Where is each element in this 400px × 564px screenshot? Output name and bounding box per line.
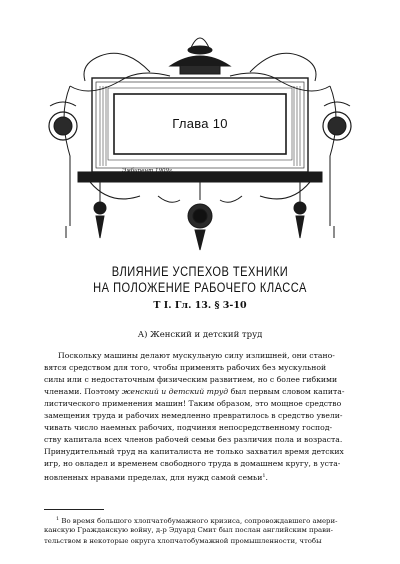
footnote-number: 1 — [56, 516, 60, 522]
body-line: вятся средством для того, чтобы применять рабочих без мускульной — [44, 363, 327, 372]
body-line: ству капитала всех членов рабочей семьи без различия пола и возраста. — [44, 435, 343, 444]
body-line: силы или с недостаточным физическим развитием, но с более гибкими — [44, 375, 338, 384]
body-line: замещения труда и рабочих немедленно превратилось в средство увели- — [44, 411, 343, 420]
body-text: новленных нравами пределах, для нужд самой семьи — [44, 473, 263, 482]
engraver-signature: Эмбипент 1909г. — [122, 168, 174, 174]
section-title: А) Женский и детский труд — [137, 330, 263, 340]
footnote-line: тельством в некоторые округа хлопчатобумажной промышленности, чтобы — [44, 537, 322, 545]
source-reference: Т I. Гл. 13. § 3-10 — [153, 300, 247, 311]
footnote-line: канскую Гражданскую войну, д-р Эдуард Смит был послан английским прави- — [44, 526, 333, 534]
body-line: Принудительный труд на капиталиста не только захватил время детских — [44, 447, 344, 456]
chapter-heading-line-2: НА ПОЛОЖЕНИЕ РАБОЧЕГО КЛАССА — [93, 280, 307, 295]
chapter-label: Глава 10 — [172, 116, 228, 131]
body-line: листического применения машин! Таким образом, это мощное средство — [44, 399, 342, 408]
footnote-text: Во время большого хлопчатобумажного кризиса, сопровождавшего амери- — [61, 517, 338, 525]
emphasis-text: женский и детский труд — [121, 387, 229, 396]
body-line: чивать число наемных рабочих, подчиняя непосредственному господ- — [44, 423, 333, 432]
body-line: игр, но овладел и временем свободного труда в домашнем кругу, в уста- — [44, 459, 341, 468]
body-text: был первым словом капита- — [228, 387, 345, 396]
chapter-heading-line-1: ВЛИЯНИЕ УСПЕХОВ ТЕХНИКИ — [111, 264, 289, 279]
body-line: новленных нравами пределах, для нужд самой семьи$^1$. — [44, 473, 268, 482]
footnote-divider — [44, 509, 104, 510]
body-line — [44, 386, 354, 398]
chapter-ornament-frame — [30, 6, 370, 256]
body-line: Поскольку машины делают мускульную силу излишней, они стано- — [58, 351, 335, 360]
body-text: членами. Поэтому — [44, 387, 122, 396]
footnote-marker: 1 — [262, 473, 266, 479]
